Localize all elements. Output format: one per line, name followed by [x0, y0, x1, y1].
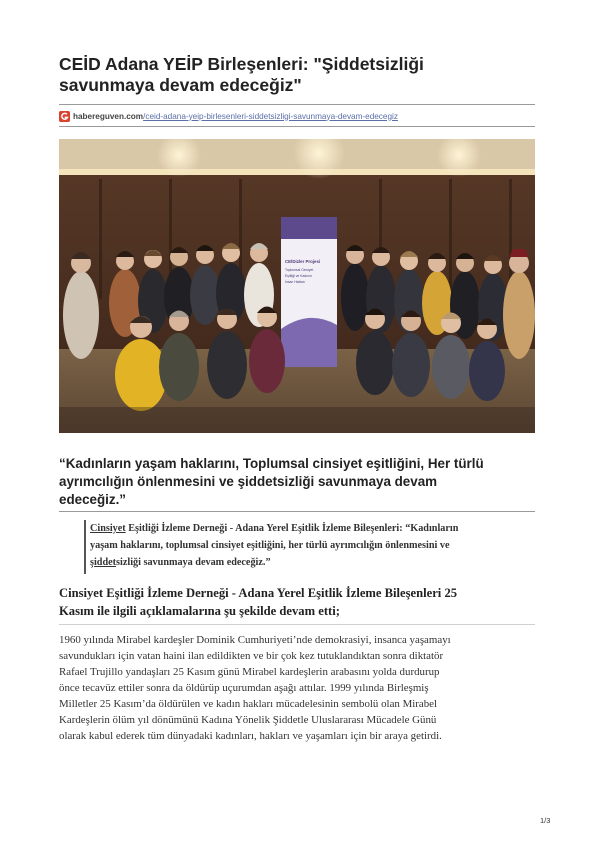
article-quote: [84, 520, 534, 574]
banner-line: Eşitliği ve Kadının: [285, 274, 312, 278]
source-link[interactable]: [59, 109, 398, 123]
body-line: 1960 yılında Mirabel kardeşler Dominik Cumhuriyeti’nde demokrasiyi, insanca yaşamayı: [59, 634, 451, 646]
body-line: önce tecavüz ettiler sonra da öldürüp uçurumdan aşağı attılar. 1999 yılında Birleşmiş: [59, 682, 429, 694]
article-title: [59, 54, 479, 96]
quote-text: sizliği savunmaya devam edeceğiz.”: [116, 557, 271, 568]
article-photo: [59, 139, 535, 433]
quote-text: Eşitliği İzleme Derneği - Adana Yerel Eşitlik İzleme Bileşenleri: “Kadınların: [125, 523, 459, 534]
article-title-line: savunmaya devam edeceğiz": [59, 75, 302, 95]
body-line: savundukları için vatan haini ilan edildikten ve bir çok kez tutuklandıktan sonra diktatör: [59, 650, 444, 662]
site-favicon-icon: [59, 111, 70, 122]
source-path[interactable]: /ceid-adana-yeip-birlesenleri-siddetsizligi-savunmaya-devam-edecegiz: [143, 111, 398, 121]
banner-line: Toplumsal Cinsiyet: [285, 268, 314, 272]
quote-keyword-link[interactable]: Cinsiyet: [90, 523, 126, 534]
banner-line: CEİDizler Projesi: [285, 259, 321, 264]
title-divider: [59, 104, 535, 105]
article-subheading: [59, 455, 535, 509]
body-line: Milletler 25 Kasım’da öldürülen ve kadın hakları mücadelesinin sembolü olan Mirabel: [59, 698, 438, 710]
subheading-line: ayrımcılığın önlenmesini ve şiddetsizliği savunmaya devam: [59, 474, 438, 489]
project-banner: [281, 217, 337, 367]
body-line: Kardeşlerin ölüm yıl dönümünü Kadına Yönelik Şiddetle Uluslararası Mücadele Günü: [59, 714, 437, 726]
article-title-line: CEİD Adana YEİP Birleşenleri: "Şiddetsizliği: [59, 54, 424, 74]
page-number: 1/3: [540, 816, 551, 825]
lead-divider: [59, 624, 535, 625]
article-lead: [59, 584, 535, 620]
body-line: olarak kabul ederek tüm dünyadaki kadınları, hakları ve yaşamları için bir araya getirdi.: [59, 730, 442, 742]
subheading-line: edeceğiz.”: [59, 492, 126, 507]
subheading-line: “Kadınların yaşam haklarını, Toplumsal cinsiyet eşitliğini, Her türlü: [59, 456, 484, 471]
subheading-divider: [59, 511, 535, 512]
lead-line: Cinsiyet Eşitliği İzleme Derneği - Adana Yerel Eşitlik İzleme Bileşenleri 25: [59, 586, 458, 600]
article-body: [59, 632, 535, 744]
lead-line: Kasım ile ilgili açıklamalarına şu şekilde devam etti;: [59, 604, 340, 618]
body-line: Rafael Trujillo yandaşları 25 Kasım günü Mirabel kardeşlerin arabasını yolda durdurup: [59, 666, 440, 678]
quote-text: yaşam haklarını, toplumsal cinsiyet eşitliğini, her türlü ayrımcılığın önlenmesini ve: [90, 540, 450, 551]
source-divider: [59, 126, 535, 127]
quote-keyword-link[interactable]: şiddet: [90, 557, 117, 568]
source-domain[interactable]: habereguven.com: [73, 111, 144, 121]
banner-line: İnsan Hakları: [285, 280, 305, 284]
